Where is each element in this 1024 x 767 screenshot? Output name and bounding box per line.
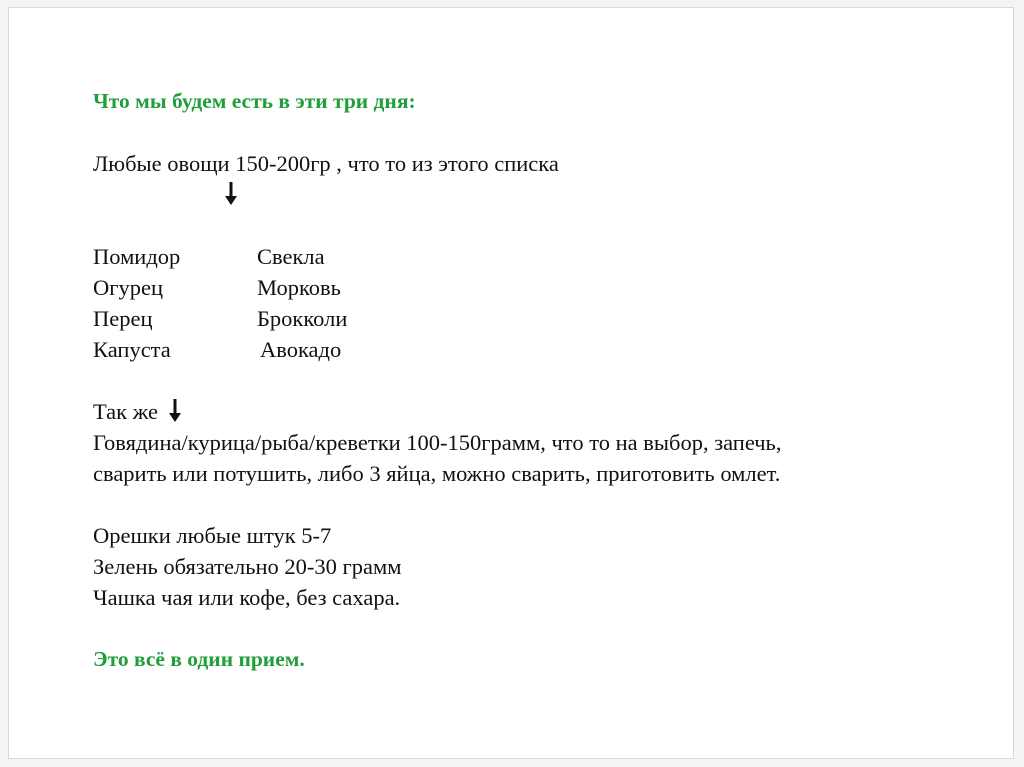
protein-line-1: Говядина/курица/рыба/креветки 100-150грамм, что то на выбор, запечь,	[93, 430, 782, 455]
slide	[8, 7, 1014, 759]
list-item: Огурец	[93, 275, 164, 300]
spacer	[93, 613, 993, 644]
greens-line: Зелень обязательно 20-30 грамм	[93, 554, 402, 579]
also-label: Так же	[93, 399, 158, 424]
spacer	[93, 210, 993, 241]
slide-title: Что мы будем есть в эти три дня:	[93, 89, 416, 113]
list-item: Свекла	[257, 244, 325, 269]
list-item: Морковь	[257, 275, 341, 300]
also-line	[93, 396, 993, 427]
vegetables-intro: Любые овощи 150-200гр , что то из этого списка	[93, 151, 559, 176]
list-item: Помидор	[93, 244, 181, 269]
list-item: Перец	[93, 306, 153, 331]
list-item: Брокколи	[257, 306, 348, 331]
protein-line-2: сварить или потушить, либо 3 яйца, можно сварить, приготовить омлет.	[93, 461, 781, 486]
list-item: Авокадо	[260, 337, 342, 362]
nuts-line: Орешки любые штук 5-7	[93, 523, 332, 548]
spacer	[93, 117, 993, 148]
arrow-down-icon	[168, 396, 182, 424]
arrow-row	[93, 179, 993, 210]
slide-content	[93, 86, 993, 675]
list-item: Капуста	[93, 337, 171, 362]
footer-note: Это всё в один прием.	[93, 647, 305, 671]
vegetables-list	[93, 241, 993, 365]
spacer	[93, 365, 993, 396]
arrow-down-icon	[224, 179, 238, 207]
spacer	[93, 489, 993, 520]
drink-line: Чашка чая или кофе, без сахара.	[93, 585, 401, 610]
